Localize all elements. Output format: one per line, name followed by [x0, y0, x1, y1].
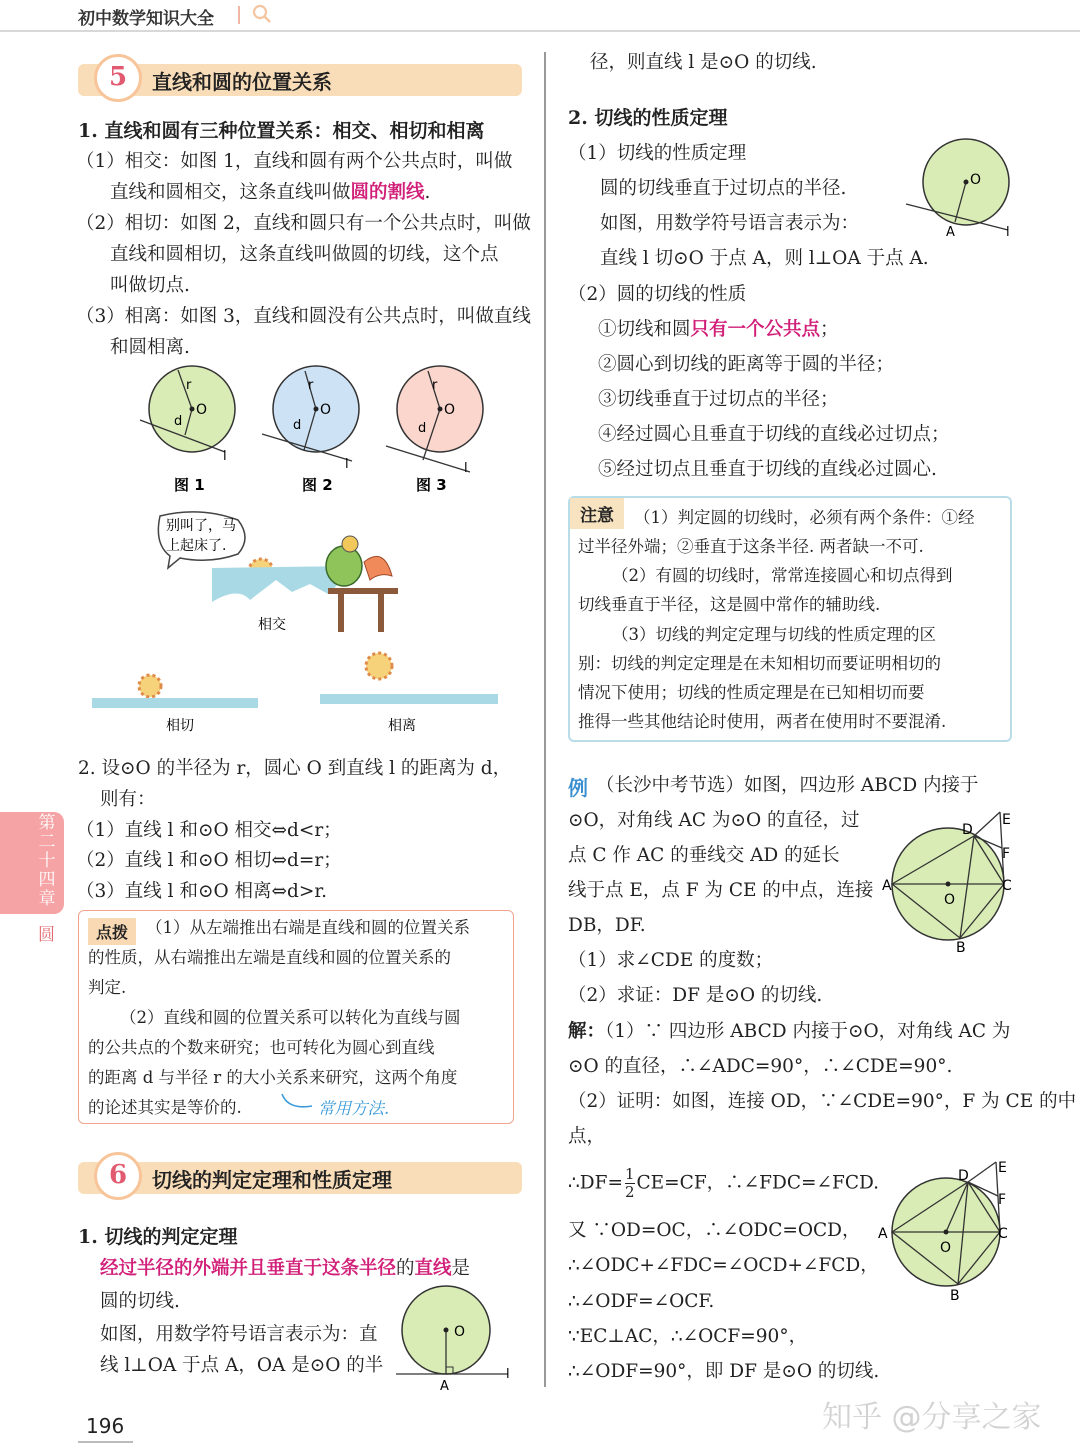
note-line-1: （1）判定圆的切线时，必须有两个条件：①经 [634, 508, 975, 527]
fig1-r: r [186, 378, 192, 393]
criterion-heading: 1. 切线的判定定理 [78, 1226, 238, 1248]
solution-line-9: ∵EC⊥AC，∴∠OCF=90°， [568, 1326, 808, 1347]
case-2-line3: 叫做切点. [110, 275, 190, 296]
tip-handwritten-note: 常用方法. [318, 1099, 390, 1118]
tangent-properties-heading: （2）圆的切线的性质 [568, 284, 747, 305]
solution-line-7: ∴∠ODC+∠FDC=∠OCD+∠FCD， [568, 1255, 879, 1276]
fig2-caption: 图 2 [302, 476, 333, 494]
property-5: ⑤经过切点且垂直于切线的直线必过圆心. [598, 459, 937, 480]
tip-line-2: 的性质，从右端推出左端是直线和圆的位置关系的 [88, 948, 451, 967]
rule-separate: （3）直线 l 和⊙O 相离⇔d>r. [76, 881, 328, 902]
ex2-f: F [998, 1192, 1007, 1208]
fig2-o: O [320, 402, 332, 418]
fig3-r: r [432, 378, 438, 393]
solution-line-2: ⊙O 的直径，∴∠ADC=90°，∴∠CDE=90°. [568, 1056, 953, 1077]
ex1-f: F [1002, 846, 1011, 862]
crit-fig-a: A [440, 1379, 449, 1394]
fig3-caption: 图 3 [416, 476, 447, 494]
line-separate [320, 694, 498, 704]
example-line-1: （长沙中考节选）如图，四边形 ABCD 内接于 [596, 775, 979, 796]
criterion-figure [392, 1284, 520, 1394]
caption-separate: 相离 [388, 718, 416, 734]
property-heading: 2. 切线的性质定理 [568, 107, 728, 129]
line-tangent [92, 698, 258, 708]
case-3-line: （3）相离：如图 3，直线和圆没有公共点时，叫做直线 [76, 306, 531, 327]
note-line-6: 别：切线的判定定理是在未知相切而要证明相切的 [578, 654, 941, 673]
caption-intersect: 相交 [258, 617, 286, 633]
sunrise-cartoon [80, 506, 510, 738]
crit-fig-l: l [506, 1367, 510, 1382]
fig2-d: d [293, 418, 302, 433]
note-line-3: （2）有圆的切线时，常常连接圆心和切点得到 [612, 566, 953, 585]
figure-2-tangent [262, 366, 359, 494]
property-symbolic: 直线 l 切⊙O 于点 A，则 l⊥OA 于点 A. [600, 248, 929, 269]
example-question-2: （2）求证：DF 是⊙O 的切线. [568, 985, 823, 1006]
tip-line-6: 的距离 d 与半径 r 的大小关系来研究，这两个角度 [88, 1068, 458, 1087]
tip-arrow [278, 1090, 318, 1116]
rule-intersect: （1）直线 l 和⊙O 相交⇔d<r； [76, 820, 342, 841]
ex1-e: E [1002, 812, 1011, 828]
fig3-d: d [418, 421, 427, 436]
fig3-l: l [464, 461, 468, 476]
solution-line-5: ∴DF= $\frac{1}{2}$ CE=CF，∴∠FDC=∠FCD. [568, 1165, 880, 1201]
column-divider [544, 52, 546, 1387]
sun-separate [366, 653, 392, 679]
solution-line-1: 解：（1）∵ 四边形 ABCD 内接于⊙O，对角线 AC 为 [568, 1021, 1011, 1042]
case-1-line: （1）相交：如图 1，直线和圆有两个公共点时，叫做 [76, 151, 513, 172]
ex2-b: B [950, 1288, 960, 1304]
case-2-line2: 直线和圆相切，这条直线叫做圆的切线，这个点 [110, 244, 499, 265]
fig1-l: l [223, 449, 227, 464]
tip-line-4: （2）直线和圆的位置关系可以转化为直线与圆 [120, 1008, 461, 1027]
ex1-o: O [944, 892, 956, 908]
section-5-number: 5 [94, 54, 142, 102]
ex2-o: O [940, 1240, 952, 1256]
example-figure-1 [878, 806, 1028, 958]
figure-1-intersect [140, 366, 235, 494]
criterion-line4: 线 l⊥OA 于点 A，OA 是⊙O 的半 [100, 1355, 384, 1376]
prop-fig-o: O [970, 172, 982, 188]
fig2-l: l [345, 457, 349, 472]
note-line-8: 推得一些其他结论时使用，两者在使用时不要混淆. [578, 712, 947, 731]
property-symbolic-intro: 如图，用数学符号语言表示为： [600, 213, 860, 234]
property-4: ④经过圆心且垂直于切线的直线必过切点； [598, 424, 950, 445]
prop-fig-l: l [1006, 225, 1010, 240]
ex1-d: D [962, 822, 973, 838]
section-5-title: 直线和圆的位置关系 [152, 70, 332, 94]
fig1-caption: 图 1 [174, 476, 205, 494]
point-1-heading: 1. 直线和圆有三种位置关系：相交、相切和相离 [78, 120, 485, 142]
note-tag: 注意 [570, 498, 624, 529]
property-2: ②圆心到切线的距离等于圆的半径； [598, 354, 895, 375]
criterion-line3: 如图，用数学符号语言表示为：直 [100, 1324, 378, 1345]
property-figure [900, 136, 1024, 242]
book-title: 初中数学知识大全 [78, 9, 214, 29]
section-6-title: 切线的判定定理和性质定理 [152, 1168, 392, 1192]
tip-line-5: 的公共点的个数来研究；也可转化为圆心到直线 [88, 1038, 435, 1057]
ex2-c: C [998, 1226, 1008, 1242]
fig1-d: d [174, 414, 183, 429]
criterion-statement: 经过半径的外端并且垂直于这条半径的直线是 [100, 1258, 471, 1279]
example-line-5: DB，DF. [568, 915, 646, 936]
search-icon[interactable] [252, 4, 272, 24]
property-3: ③切线垂直于过切点的半径； [598, 389, 839, 410]
case-2-line: （2）相切：如图 2，直线和圆只有一个公共点时，叫做 [76, 213, 531, 234]
example-question-1: （1）求∠CDE 的度数； [568, 950, 774, 971]
section-6-number: 6 [94, 1152, 142, 1200]
tip-line-7: 的论述其实是等价的. [88, 1098, 242, 1117]
relation-figures [130, 362, 490, 502]
note-line-5: （3）切线的判定定理与切线的性质定理的区 [612, 625, 936, 644]
ex1-a: A [882, 878, 892, 894]
ex2-a: A [878, 1226, 888, 1242]
solution-line-6: 又 ∵OD=OC，∴∠ODC=OCD， [568, 1220, 861, 1241]
example-line-2: ⊙O，对角线 AC 为⊙O 的直径，过 [568, 810, 860, 831]
note-line-7: 情况下使用；切线的性质定理是在已知相切而要 [578, 683, 925, 702]
ex2-e: E [998, 1160, 1007, 1176]
watermark: 知乎 @分享之家 [822, 1400, 1042, 1435]
prop-fig-a: A [946, 225, 955, 240]
solution-line-10: ∴∠ODF=90°，即 DF 是⊙O 的切线. [568, 1361, 880, 1382]
chapter-topic: 圆 [38, 925, 55, 945]
point-2-line2: 则有： [100, 789, 156, 810]
property-statement: 圆的切线垂直于过切点的半径. [600, 178, 847, 199]
ex1-c: C [1002, 878, 1012, 894]
page-number-underline [78, 1441, 133, 1443]
example-tag: 例 [568, 776, 588, 800]
ex1-b: B [956, 940, 966, 956]
note-line-4: 切线垂直于半径，这是圆中常作的辅助线. [578, 595, 881, 614]
chapter-label: 第二十四章 [38, 813, 56, 909]
fig3-o: O [444, 402, 456, 418]
criterion-line2: 圆的切线. [100, 1291, 180, 1312]
page-number: 196 [86, 1414, 125, 1438]
figure-3-separate [386, 366, 483, 494]
tip-line-1: （1）从左端推出右端是直线和圆的位置关系 [146, 918, 470, 937]
solution-line-3: （2）证明：如图，连接 OD，∵∠CDE=90°，F 为 CE 的中 [568, 1091, 1077, 1112]
fig1-o: O [196, 402, 208, 418]
case-3-line2: 和圆相离. [110, 337, 190, 358]
solution-line-4: 点， [568, 1126, 606, 1147]
example-figure-2 [872, 1156, 1028, 1308]
secant-term: 圆的割线 [350, 182, 425, 203]
criterion-continued: 径，则直线 l 是⊙O 的切线. [590, 52, 817, 73]
note-line-2: 过半径外端；②垂直于这条半径. 两者缺一不可. [578, 537, 924, 556]
sun-tangent [139, 675, 161, 697]
property-theorem: （1）切线的性质定理 [568, 143, 747, 164]
point-2-line: 2. 设⊙O 的半径为 r，圆心 O 到直线 l 的距离为 d， [78, 758, 512, 779]
caption-tangent: 相切 [166, 718, 194, 734]
fig2-r: r [308, 378, 314, 393]
rooster-body [326, 546, 362, 586]
tip-tag: 点拨 [88, 918, 136, 945]
example-line-3: 点 C 作 AC 的垂线交 AD 的延长 [568, 845, 840, 866]
header-divider [238, 6, 240, 24]
speech-line-2: 上起床了. [166, 538, 227, 554]
speech-line-1: 别叫了，马 [166, 518, 236, 534]
example-line-4: 线于点 E，点 F 为 CE 的中点，连接 [568, 880, 874, 901]
rule-tangent: （2）直线 l 和⊙O 相切⇔d=r； [76, 850, 342, 871]
ex2-d: D [958, 1168, 969, 1184]
crit-fig-o: O [454, 1324, 466, 1340]
tip-line-3: 判定. [88, 978, 127, 997]
solution-line-8: ∴∠ODF=∠OCF. [568, 1291, 715, 1312]
property-1: ①切线和圆只有一个公共点； [598, 319, 839, 340]
case-1-line2: 直线和圆相交，这条直线叫做圆的割线. [110, 182, 431, 203]
